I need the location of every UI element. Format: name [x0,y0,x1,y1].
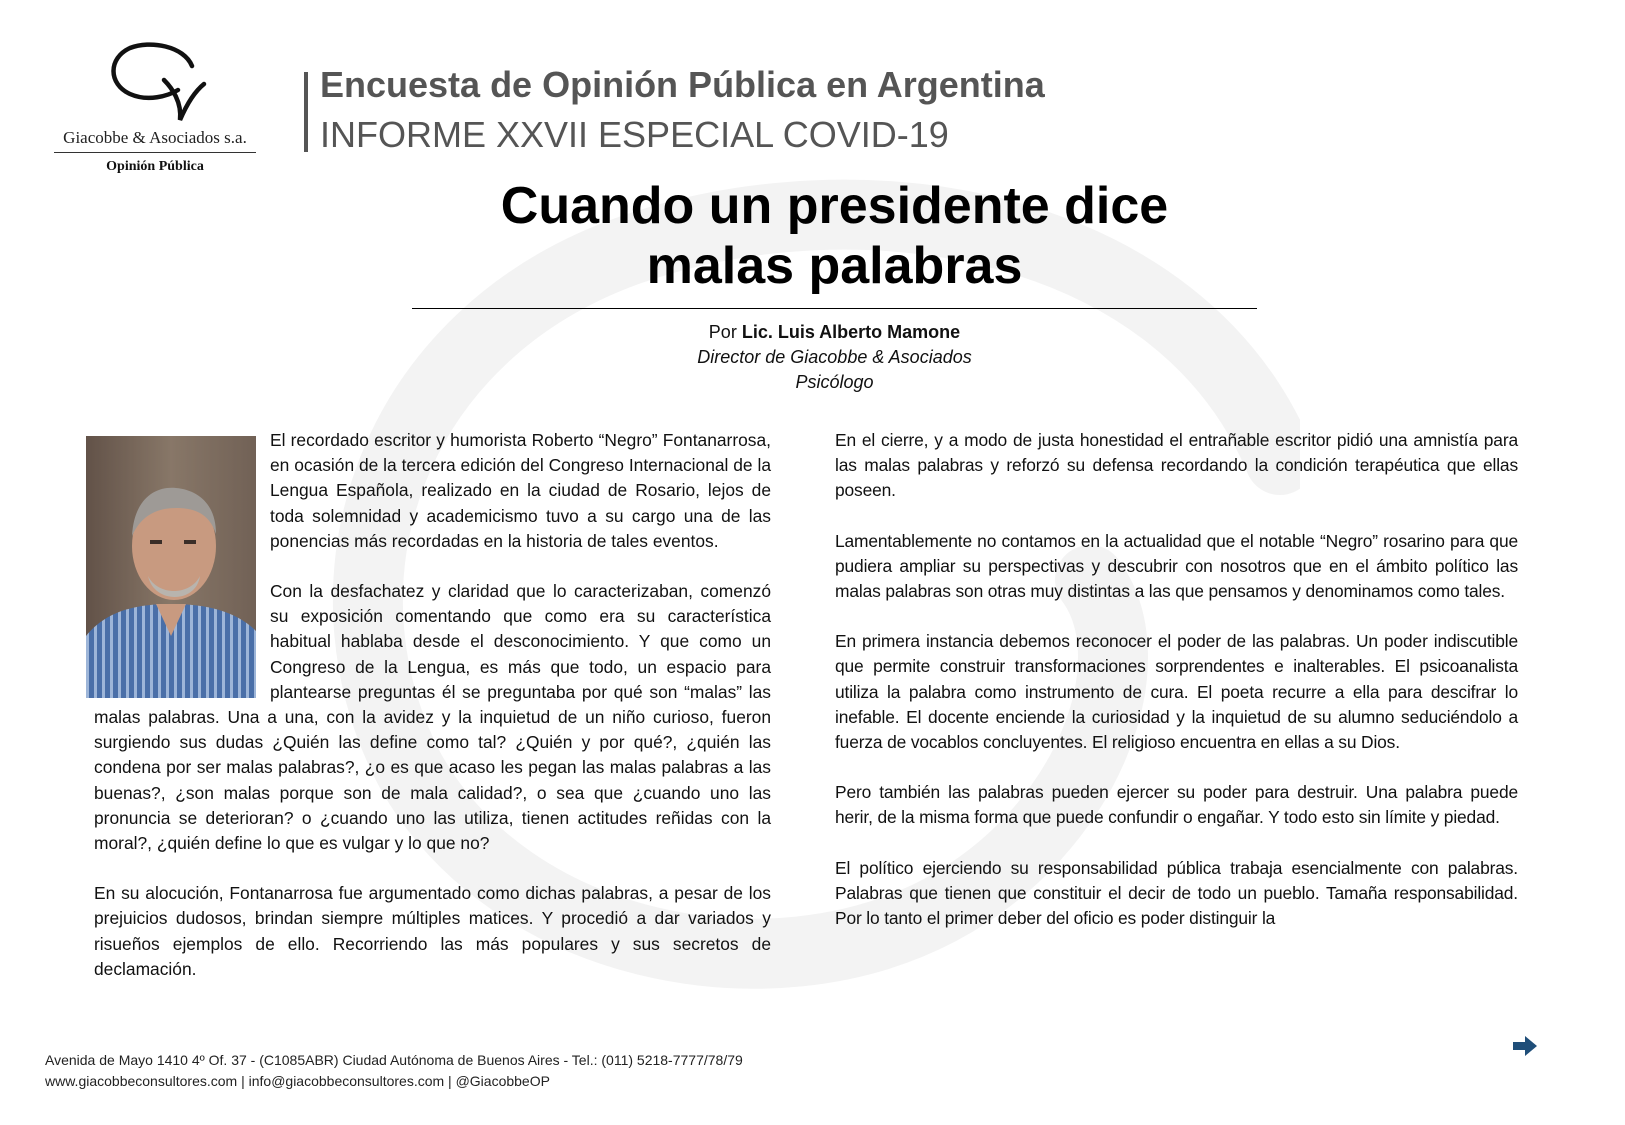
article-title-line-2: malas palabras [646,237,1023,295]
paragraph: En primera instancia debemos reconocer el poder de las palabras. Un poder indiscutible que permite construir transformaciones sorprendentes e inalterables. El psicoanalista utiliza la palabra como instrumento de cura. El poeta recurre a ella para descifrar lo inefable. El docente enciende la curiosidad y la inquietud de su alumno seduciéndolo a fuerza de vocablos concluyentes. El religioso encuentra en ellas a su Dios. [835,631,1518,753]
paragraph: El recordado escritor y humorista Roberto “Negro” Fontanarrosa, en ocasión de la tercera edición del Congreso Internacional de la Lengua Española, realizado en la ciudad de Rosario, lejos de toda solemnidad y academicismo tuvo a su cargo una de las ponencias más recordadas en la historia de tales eventos. [270,430,771,551]
footer-address: Avenida de Mayo 1410 4º Of. 37 - (C1085ABR) Ciudad Autónoma de Buenos Aires - Tel.: (011) 5218-7777/78/79 [45,1052,743,1068]
photo-float-spacer [94,428,270,700]
paragraph: En su alocución, Fontanarrosa fue argumentado como dichas palabras, a pesar de los prejuicios dudosos, brindan siempre múltiples matices. Y procedió a dar variados y risueños ejemplos de ello. Recorriendo las más populares y sus secretos de declamación. [94,883,771,979]
byline [412,320,1257,395]
byline-prefix: Por [708,322,737,342]
author-role: Director de Giacobbe & Asociados [697,347,972,367]
paragraph: Con la desfachatez y claridad que lo caracterizaban, comenzó su exposición comentando que como era su característica habitual hablaba desde el desconocimiento. Y que como un Congreso de la Lengua, es más que todo, un espacio para plantearse preguntas él se preguntaba por qué son “malas” las malas palabras. Una a una, con la avidez y la inquietud de un niño curioso, fueron surgiendo sus dudas ¿Quién las define como tal? ¿Quién y por qué?, ¿quién las condena por ser malas palabras?, ¿o es que acaso les pegan las malas palabras a las buenas?, ¿son malas porque son de mala calidad?, o sea que ¿cuando uno las pronuncia se deterioran? o ¿cuando uno las utiliza, tienen actitudes reñidas con la moral?, ¿quién define lo que es vulgar y lo que no? [94,581,771,854]
arrow-right-icon[interactable] [1512,1035,1538,1057]
paragraph: Lamentablemente no contamos en la actualidad que el notable “Negro” rosarino para que pudiera ampliar su perspectivas y descubrir con nosotros que en el ámbito político las malas palabras son otras muy distintas a las que pensamos y denominamos como tales. [835,530,1518,602]
paragraph: Pero también las palabras pueden ejercer su poder para destruir. Una palabra puede herir, de la misma forma que puede confundir o engañar. Y todo esto sin límite y piedad. [835,782,1518,828]
article-title [412,176,1257,296]
company-logo [50,40,260,190]
header-title: Encuesta de Opinión Pública en Argentina [320,64,1045,105]
logo-tagline: Opinión Pública [106,159,204,174]
logo-company-name: Giacobbe & Asociados s.a. [54,128,256,153]
header-subtitle: INFORME XXVII ESPECIAL COVID-19 [320,114,949,155]
author-name: Lic. Luis Alberto Mamone [741,322,961,342]
right-column [835,428,1518,956]
footer-contact: www.giacobbeconsultores.com | info@giacobbeconsultores.com | @GiacobbeOP [45,1073,550,1089]
header-divider [304,72,308,152]
title-underline [412,308,1257,309]
paragraph: En el cierre, y a modo de justa honestidad el entrañable escritor pidió una amnistía para las malas palabras y reforzó su defensa recordando la condición terapéutica que ellas poseen. [835,430,1518,501]
article-title-line-1: Cuando un presidente dice [500,177,1169,235]
paragraph: El político ejerciendo su responsabilidad pública trabaja esencialmente con palabras. Palabras que tienen que constituir el decir de todo un pueblo. Tamaña responsabilidad. Por lo tanto el primer deber del oficio es poder distinguir la [835,857,1518,929]
author-profession: Psicólogo [795,372,874,392]
byline-author-line [412,320,1257,345]
left-column [94,428,771,1007]
page-footer [45,1050,743,1092]
giacobbe-logo-icon [100,40,210,124]
